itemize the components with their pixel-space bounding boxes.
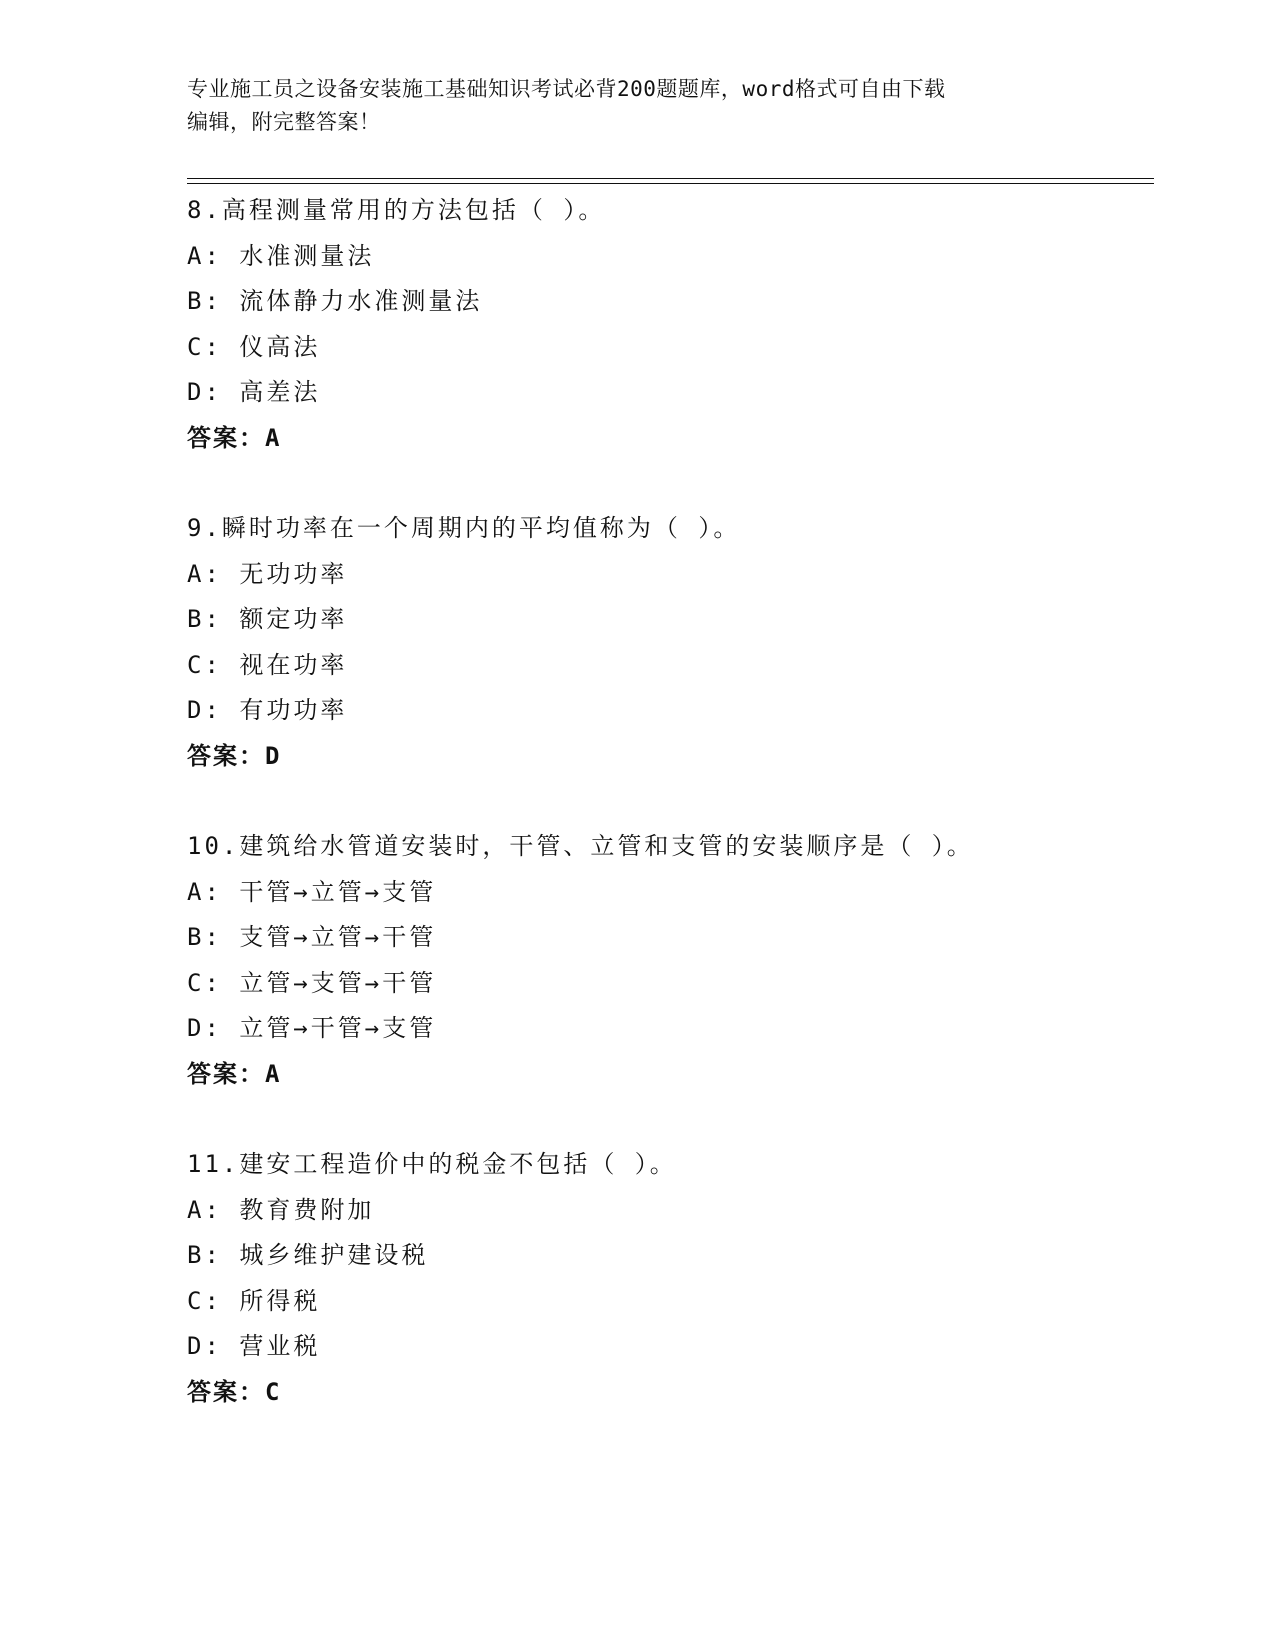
- option-c: C: 视在功率: [187, 650, 348, 679]
- answer: 答案：C: [187, 1377, 282, 1406]
- answer: 答案：A: [187, 423, 282, 452]
- question-11: [187, 1142, 1147, 1415]
- option-d: D: 高差法: [187, 378, 321, 406]
- header-divider-bottom: [187, 183, 1154, 184]
- header-line-2: 编辑，附完整答案！: [187, 110, 381, 134]
- document-header: [187, 73, 1087, 139]
- option-b: B: 支管→立管→干管: [187, 923, 437, 951]
- answer: 答案：A: [187, 1059, 282, 1088]
- question-8: [187, 188, 1147, 461]
- option-d: D: 营业税: [187, 1332, 321, 1360]
- question-stem: 10.建筑给水管道安装时，干管、立管和支管的安装顺序是（ ）。: [187, 832, 974, 860]
- option-a: A: 无功功率: [187, 559, 348, 588]
- option-c: C: 所得税: [187, 1286, 321, 1315]
- answer: 答案：D: [187, 741, 282, 770]
- header-divider-top: [187, 178, 1154, 179]
- option-d: D: 有功功率: [187, 696, 348, 724]
- question-9: [187, 506, 1147, 779]
- question-10: [187, 824, 1147, 1097]
- option-a: A: 水准测量法: [187, 241, 375, 270]
- option-c: C: 立管→支管→干管: [187, 968, 437, 997]
- question-stem: 8.高程测量常用的方法包括（ ）。: [187, 196, 606, 224]
- option-d: D: 立管→干管→支管: [187, 1014, 437, 1042]
- option-b: B: 额定功率: [187, 605, 348, 633]
- question-stem: 11.建安工程造价中的税金不包括（ ）。: [187, 1150, 677, 1178]
- option-b: B: 流体静力水准测量法: [187, 287, 483, 315]
- option-c: C: 仪高法: [187, 332, 321, 361]
- option-a: A: 教育费附加: [187, 1195, 375, 1224]
- question-stem: 9.瞬时功率在一个周期内的平均值称为（ ）。: [187, 514, 741, 542]
- header-line-1: 专业施工员之设备安装施工基础知识考试必背200题题库，word格式可自由下载: [187, 77, 946, 101]
- option-b: B: 城乡维护建设税: [187, 1241, 429, 1269]
- option-a: A: 干管→立管→支管: [187, 877, 437, 906]
